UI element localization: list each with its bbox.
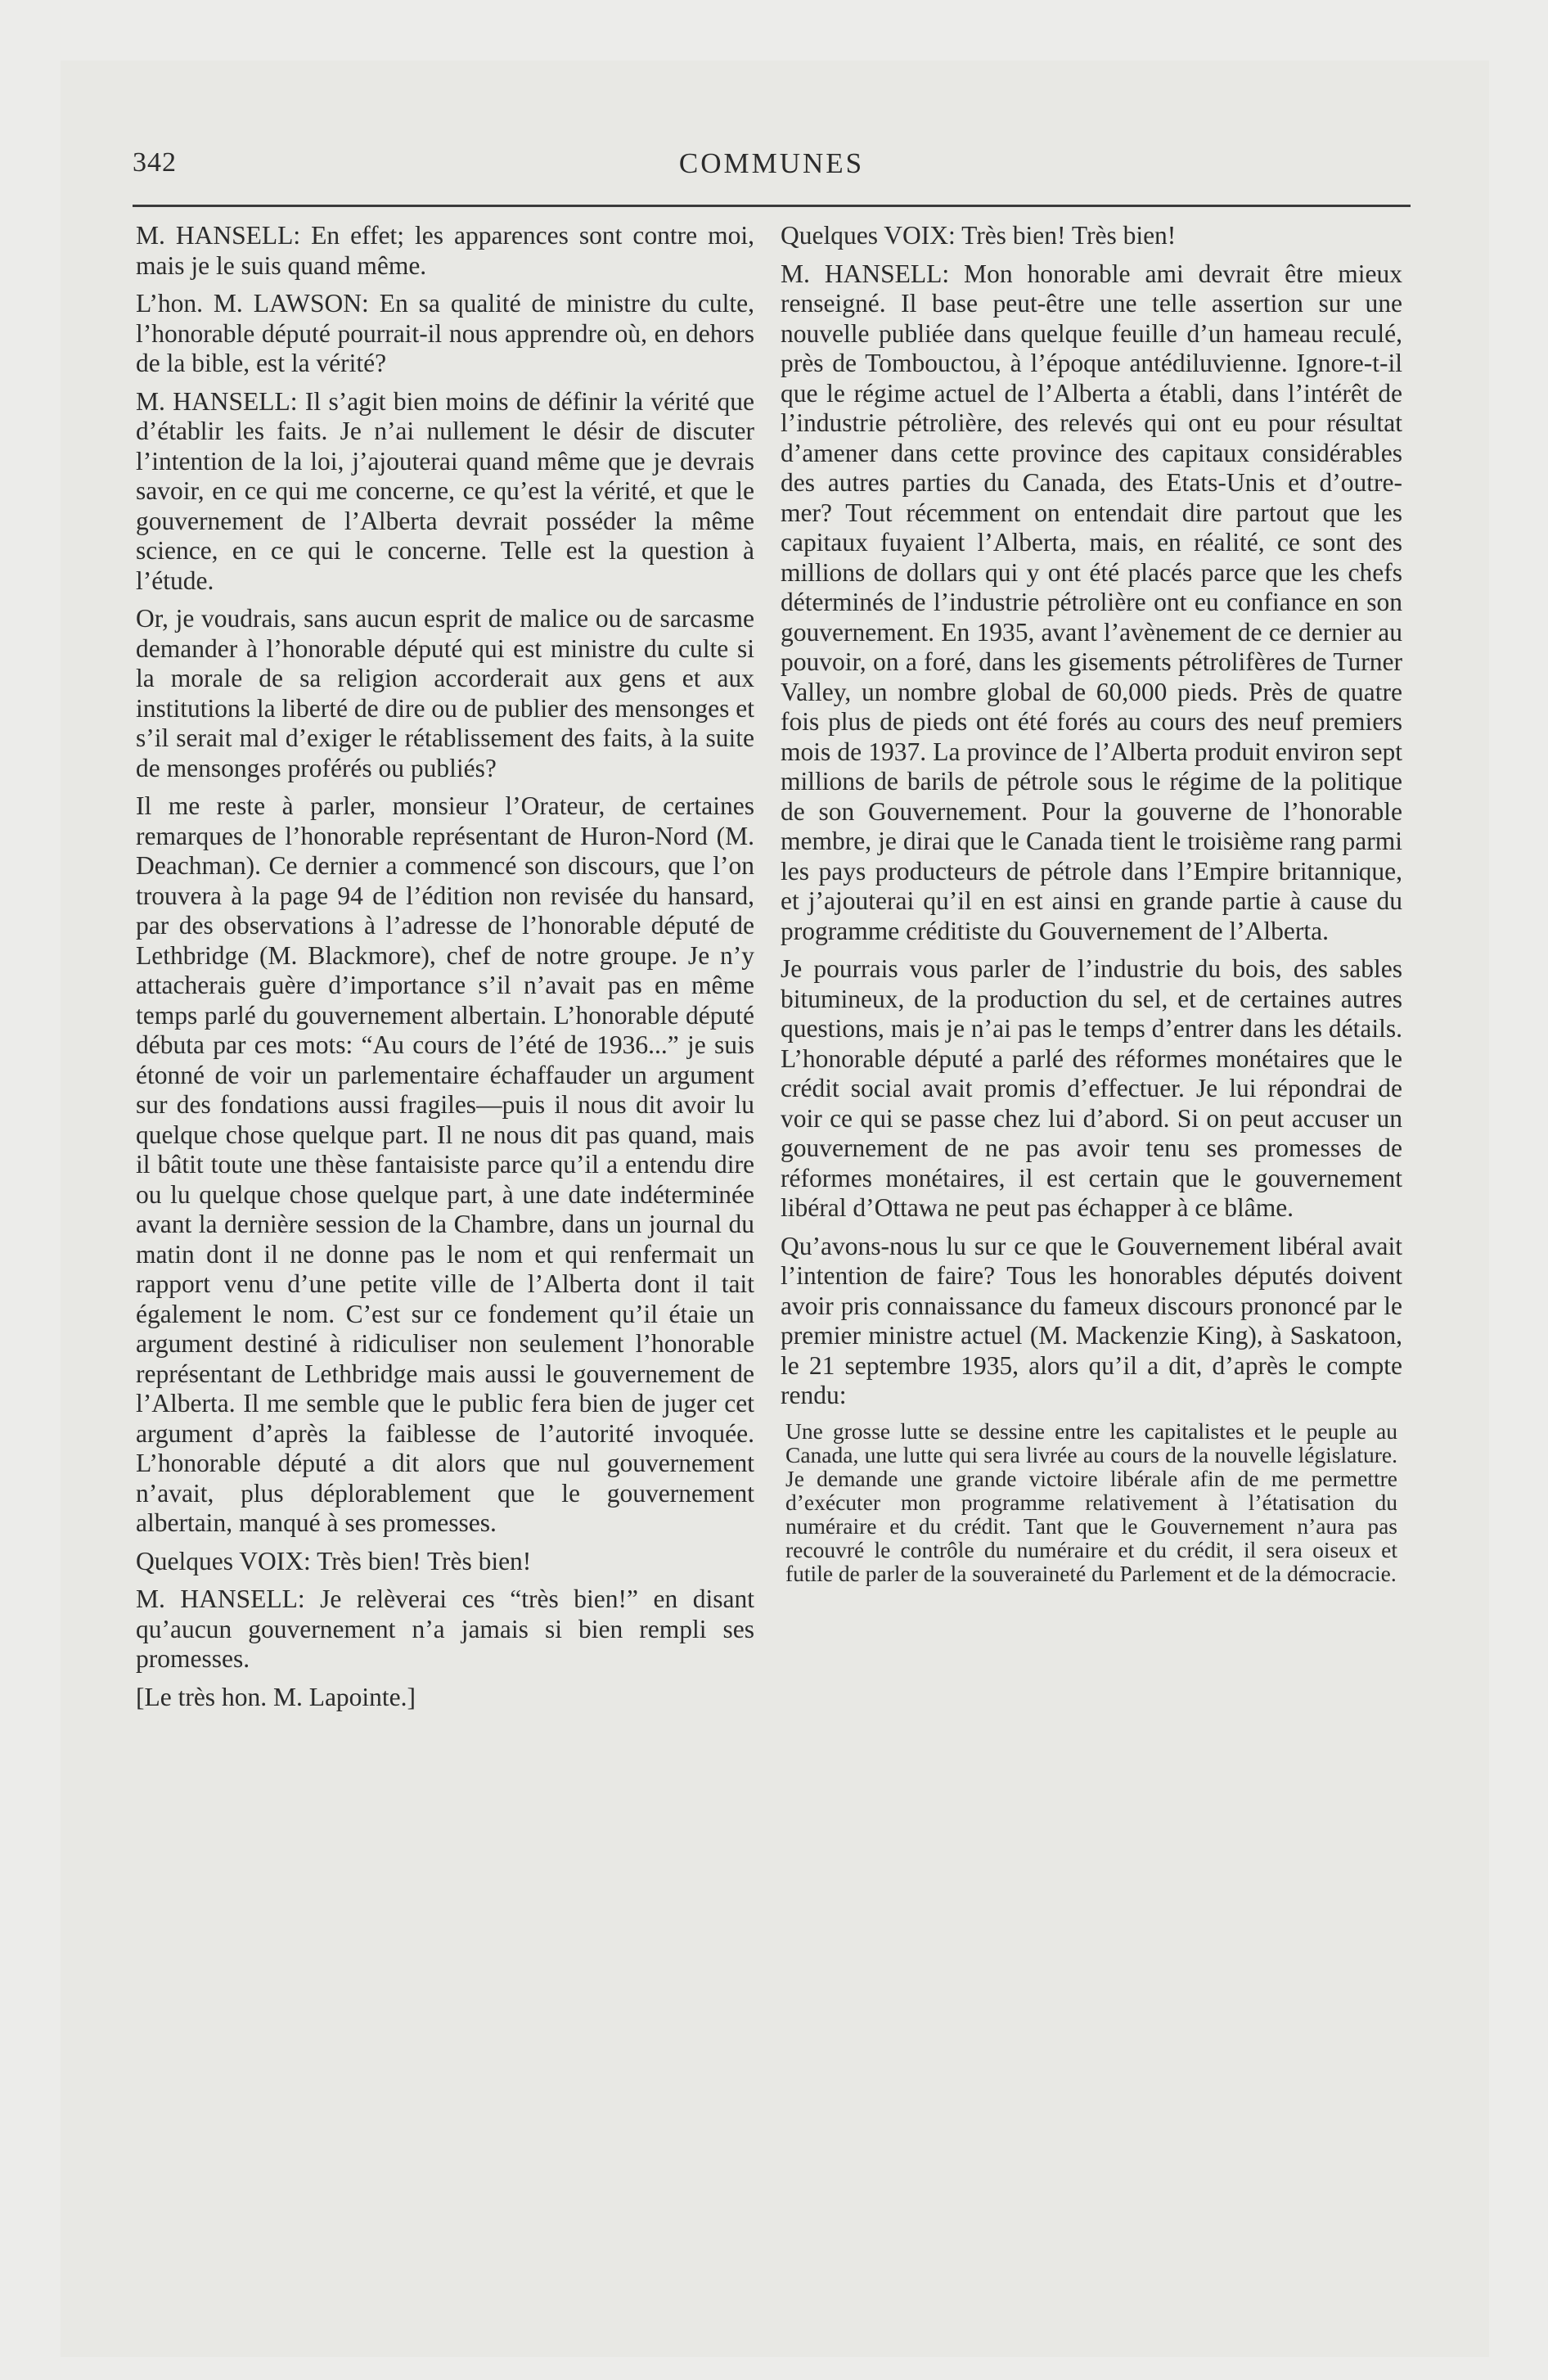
paragraph: Quelques VOIX: Très bien! Très bien! <box>136 1546 532 1575</box>
paragraph: M. HANSELL: Mon honorable ami devrait être mieux renseigné. Il base peut-être une telle assertion sur une nouvelle publiée dans quelque feuille d’un hameau reculé, près de Tombouctou, à l’époque antédiluvienne. Ignore-t-il que le régime actuel de l’Alberta a établi, dans l’intérêt de l’industrie pétrolière, des relevés qui ont eu pour résultat d’amener dans cette province des capitaux considérables des autres parties du Canada, des Etats-Unis et d’outre-mer? Tout récemment on entendait dire partout que les capitaux fuyaient l’Alberta, mais, en réalité, ce sont des millions de dollars qui y ont été placés parce que les chefs déterminés de l’industrie pétrolière ont eu confiance en son gouvernement. En 1935, avant l’avènement de ce dernier au pouvoir, on a foré, dans les gisements pétrolifères de Turner Valley, un nombre global de 60,000 pieds. Près de quatre fois plus de pieds ont été forés au cours des neuf premiers mois de 1937. La province de l’Alberta produit environ sept millions de barils de pétrole sous le régime de la politique de son Gouvernement. Pour la gouverne de l’honorable membre, je dirai que le Canada tient le troisième rang parmi les pays producteurs de pétrole dans l’Empire britannique, et j’ajouterai qu’il en est ainsi en grande partie à cause du programme créditiste du Gouvernement de l’Alberta. <box>781 259 1402 945</box>
paragraph: Or, je voudrais, sans aucun esprit de malice ou de sarcasme demander à l’honorable député qui est ministre du culte si la morale de sa religion accorderait aux gens et aux institutions la liberté de dire ou de publier des mensonges et s’il serait mal d’exiger le rétablissement des faits, à la suite de mensonges proférés ou publiés? <box>136 604 754 782</box>
paragraph: L’hon. M. LAWSON: En sa qualité de ministre du culte, l’honorable député pourrait-il nous apprendre où, en dehors de la bible, est la vérité? <box>136 289 754 377</box>
paragraph: M. HANSELL: En effet; les apparences sont contre moi, mais je le suis quand même. <box>136 221 754 280</box>
header-rule <box>133 205 1411 207</box>
page-header <box>133 147 1411 193</box>
paragraph: Il me reste à parler, monsieur l’Orateur, de certaines remarques de l’honorable représentant de Huron-Nord (M. Deachman). Ce dernier a commencé son discours, que l’on trouvera à la page 94 de l’édition non revisée du hansard, par des observations à l’adresse de l’honorable député de Lethbridge (M. Blackmore), chef de notre groupe. Je n’y attacherais guère d’importance s’il n’avait pas en même temps parlé du gouvernement albertain. L’honorable député débuta par ces mots: “Au cours de l’été de 1936...” je suis étonné de voir un parlementaire échaffauder un argument sur des fondations aussi fragiles—puis il nous dit avoir lu quelque chose quelque part. Il ne nous dit pas quand, mais il bâtit toute une thèse fantaisiste parce qu’il a entendu dire ou lu quelque chose quelque part, à une date indéterminée avant la dernière session de la Chambre, dans un journal du matin dont il ne donne pas le nom et qui renfermait un rapport venu d’une petite ville de l’Alberta dont il tait également le nom. C’est sur ce fondement qu’il étaie un argument destiné à ridiculiser non seulement l’honorable représentant de Lethbridge mais aussi le gouvernement de l’Alberta. Il me semble que le public fera bien de juger cet argument d’après la faiblesse de l’autorité invoquée. L’honorable député a dit alors que nul gouvernement n’avait, plus déplorablement que le gouvernement albertain, manqué à ses promesses. <box>136 791 754 1537</box>
left-column <box>136 221 754 1720</box>
running-title: COMMUNES <box>678 147 865 179</box>
paragraph: M. HANSELL: Je relèverai ces “très bien!” en disant qu’aucun gouvernement n’a jamais si bien rempli ses promesses. <box>136 1584 754 1673</box>
paragraph: M. HANSELL: Il s’agit bien moins de définir la vérité que d’établir les faits. Je n’ai nullement le désir de discuter l’intention de la loi, j’ajouterai quand même que je devrais savoir, en ce qui me concerne, ce qu’est la vérité, et que le gouvernement de l’Alberta devrait posséder la même science, en ce qui le concerne. Telle est la question à l’étude. <box>136 386 754 595</box>
right-column <box>781 221 1402 1585</box>
page-number: 342 <box>133 147 177 178</box>
block-quote: Une grosse lutte se dessine entre les capitalistes et le peuple au Canada, une lutte qui sera livrée au cours de la nouvelle législature. Je demande une grande victoire libérale afin de me permettre d’exécuter mon programme relativement à l’étatisation du numéraire et du crédit. Tant que le Gouvernement n’aura pas recouvré le contrôle du numéraire et du crédit, il sera oiseux et futile de parler de la souveraineté du Parlement et de la démocracie. <box>785 1418 1397 1586</box>
speaker-note: [Le très hon. M. Lapointe.] <box>136 1682 416 1711</box>
paragraph: Qu’avons-nous lu sur ce que le Gouvernement libéral avait l’intention de faire? Tous les honorables députés doivent avoir pris connaissance du fameux discours prononcé par le premier ministre actuel (M. Mackenzie King), à Saskatoon, le 21 septembre 1935, alors qu’il a dit, d’après le compte rendu: <box>781 1231 1402 1409</box>
paragraph: Je pourrais vous parler de l’industrie du bois, des sables bitumineux, de la production du sel, et de certaines autres questions, mais je n’ai pas le temps d’entrer dans les détails. L’honorable député a parlé des réformes monétaires que le crédit social avait promis d’effectuer. Je lui répondrai de voir ce qui se passe chez lui d’abord. Si on peut accuser un gouvernement de ne pas avoir tenu ses promesses de réformes monétaires, il est certain que le gouvernement libéral d’Ottawa ne peut pas échapper à ce blâme. <box>781 954 1402 1222</box>
paragraph: Quelques VOIX: Très bien! Très bien! <box>781 221 1177 250</box>
